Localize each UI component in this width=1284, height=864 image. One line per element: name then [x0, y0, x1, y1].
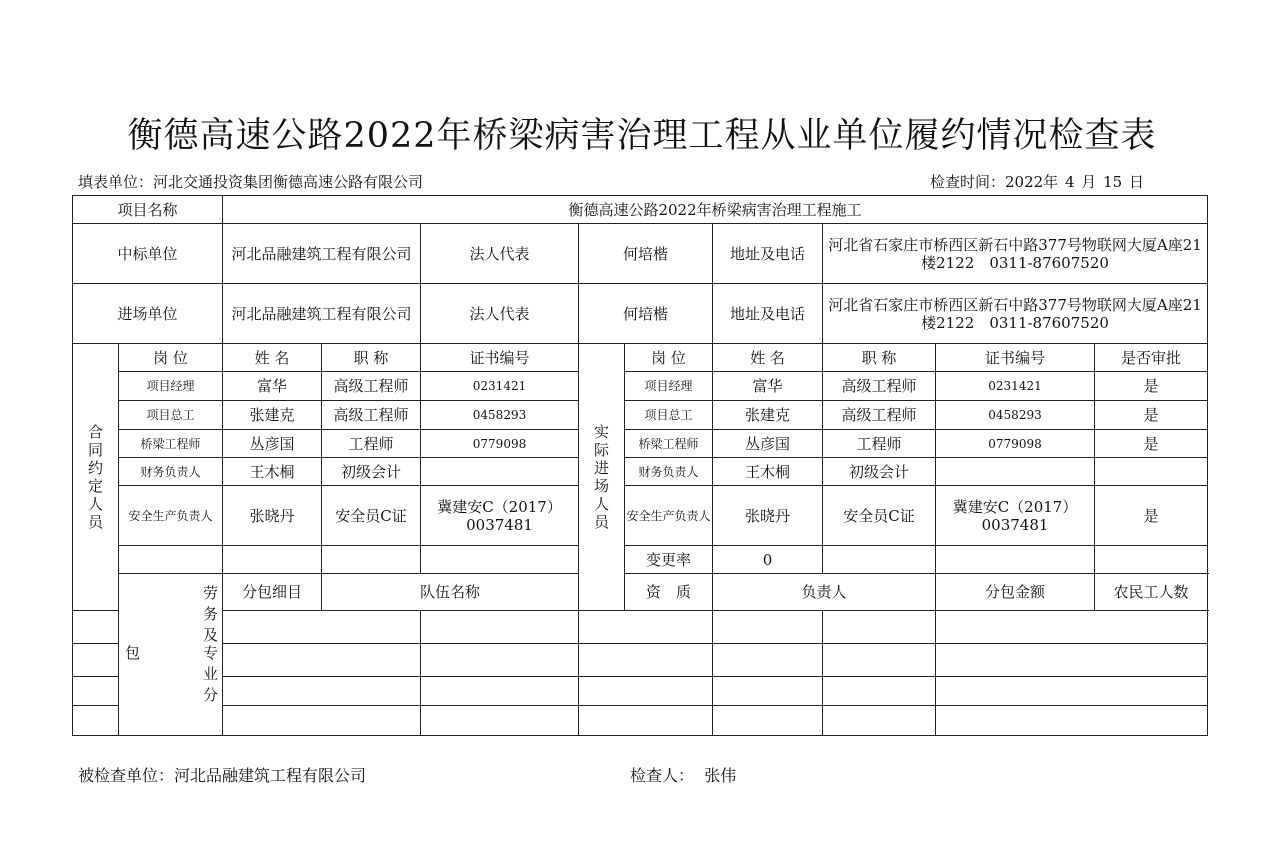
change-rate-label: 变更率: [625, 546, 713, 574]
contract-title: 安全员C证: [322, 486, 421, 546]
contract-post: 项目经理: [119, 372, 223, 401]
actual-approved: 是: [1095, 486, 1208, 546]
actual-title: 安全员C证: [823, 486, 936, 546]
actual-approved: 是: [1095, 401, 1208, 430]
inspector: [630, 763, 736, 786]
sub-cell: [579, 611, 713, 644]
entry-unit-addr: 河北省石家庄市桥西区新石中路377号物联网大厦A座21楼2122 0311-87607520: [823, 284, 1208, 344]
sub-cell: [936, 644, 1208, 677]
sub-cell: [936, 611, 1208, 644]
actual-cert: 0458293: [936, 401, 1095, 430]
empty-cell: [1095, 546, 1208, 574]
sub-cell: [421, 706, 579, 736]
actual-name: 王木桐: [713, 458, 823, 486]
actual-approved: 是: [1095, 430, 1208, 458]
sub-cell: [823, 611, 936, 644]
change-rate-value: 0: [713, 546, 823, 574]
entry-unit-addr-label: 地址及电话: [713, 284, 823, 344]
contract-name: 王木桐: [223, 458, 322, 486]
actual-name: 丛彦国: [713, 430, 823, 458]
sub-header-workers: 农民工人数: [1095, 574, 1208, 611]
header-title: 职 称: [322, 344, 421, 372]
check-time-day-unit: 日: [1128, 173, 1144, 191]
inspection-table: [72, 195, 1208, 736]
sub-cell: [713, 706, 823, 736]
bid-unit-label: 中标单位: [73, 224, 223, 284]
sub-cell: [223, 706, 421, 736]
sub-cell: [73, 706, 119, 736]
actual-title: 工程师: [823, 430, 936, 458]
bid-unit-addr-label: 地址及电话: [713, 224, 823, 284]
contract-name: 丛彦国: [223, 430, 322, 458]
sub-cell: [421, 677, 579, 706]
empty-cell: [823, 546, 936, 574]
sub-header-amount: 分包金额: [936, 574, 1095, 611]
check-time: [930, 171, 1146, 192]
fill-unit: 填表单位：河北交通投资集团衡德高速公路有限公司: [78, 173, 424, 191]
contract-title: 高级工程师: [322, 401, 421, 430]
actual-cert: 0779098: [936, 430, 1095, 458]
bid-unit-addr: 河北省石家庄市桥西区新石中路377号物联网大厦A座21楼2122 0311-87607520: [823, 224, 1208, 284]
sub-cell: [223, 611, 421, 644]
actual-cert: [936, 458, 1095, 486]
sub-header-item: 分包细目: [223, 574, 322, 611]
actual-post: 项目总工: [625, 401, 713, 430]
check-time-month-unit: 月: [1081, 173, 1097, 191]
page-title: 衡德高速公路2022年桥梁病害治理工程从业单位履约情况检查表: [127, 116, 1157, 156]
header-name: 姓 名: [223, 344, 322, 372]
sub-cell: [713, 677, 823, 706]
actual-post: 项目经理: [625, 372, 713, 401]
contract-title: 高级工程师: [322, 372, 421, 401]
check-time-day: 15: [1103, 173, 1123, 191]
bid-unit-legal-name: 何培楷: [579, 224, 713, 284]
sub-cell: [421, 644, 579, 677]
contract-name: 张晓丹: [223, 486, 322, 546]
sub-cell: [73, 677, 119, 706]
contract-post: 财务负责人: [119, 458, 223, 486]
contract-cert: 0779098: [421, 430, 579, 458]
sub-cell: [223, 644, 421, 677]
header-cert-actual: 证书编号: [936, 344, 1095, 372]
bid-unit-company: 河北品融建筑工程有限公司: [223, 224, 421, 284]
sub-header-team: 队伍名称: [322, 574, 579, 611]
empty-cell: [936, 546, 1095, 574]
actual-post: 安全生产负责人: [625, 486, 713, 546]
sub-header-leader: 负责人: [713, 574, 936, 611]
entry-unit-company: 河北品融建筑工程有限公司: [223, 284, 421, 344]
actual-cert: 0231421: [936, 372, 1095, 401]
actual-approved: 是: [1095, 372, 1208, 401]
empty-cell: [421, 546, 579, 574]
sub-header-qualification: 资 质: [625, 574, 713, 611]
contract-post: 项目总工: [119, 401, 223, 430]
actual-title: 初级会计: [823, 458, 936, 486]
project-value: 衡德高速公路2022年桥梁病害治理工程施工: [223, 196, 1208, 224]
actual-name: 张晓丹: [713, 486, 823, 546]
inspector-name: 张伟: [704, 766, 737, 785]
contract-name: 张建克: [223, 401, 322, 430]
entry-unit-label: 进场单位: [73, 284, 223, 344]
check-time-month: 4: [1064, 173, 1075, 191]
header-post: 岗 位: [119, 344, 223, 372]
bid-unit-legal-label: 法人代表: [421, 224, 579, 284]
header-post-actual: 岗 位: [625, 344, 713, 372]
sub-cell: [936, 677, 1208, 706]
sub-cell: [936, 706, 1208, 736]
actual-staff-label: 实 际 进 场 人 员: [579, 344, 625, 611]
contract-staff-label: 合 同 约 定 人 员: [73, 344, 119, 611]
sub-cell: [73, 644, 119, 677]
sub-cell: [421, 611, 579, 644]
empty-cell: [322, 546, 421, 574]
actual-cert: 冀建安C（2017）0037481: [936, 486, 1095, 546]
entry-unit-legal-label: 法人代表: [421, 284, 579, 344]
actual-title: 高级工程师: [823, 401, 936, 430]
sub-cell: [823, 706, 936, 736]
contract-post: 安全生产负责人: [119, 486, 223, 546]
sub-cell: [73, 611, 119, 644]
contract-title: 工程师: [322, 430, 421, 458]
header-cert: 证书编号: [421, 344, 579, 372]
header-name-actual: 姓 名: [713, 344, 823, 372]
contract-cert: 0231421: [421, 372, 579, 401]
actual-post: 财务负责人: [625, 458, 713, 486]
sub-cell: [223, 677, 421, 706]
contract-post: 桥梁工程师: [119, 430, 223, 458]
contract-cert: 冀建安C（2017）0037481: [421, 486, 579, 546]
sub-cell: [713, 611, 823, 644]
actual-title: 高级工程师: [823, 372, 936, 401]
sub-cell: [579, 706, 713, 736]
sub-cell: [579, 677, 713, 706]
contract-title: 初级会计: [322, 458, 421, 486]
project-label: 项目名称: [73, 196, 223, 224]
actual-name: 张建克: [713, 401, 823, 430]
contract-cert: [421, 458, 579, 486]
contract-name: 富华: [223, 372, 322, 401]
contract-cert: 0458293: [421, 401, 579, 430]
actual-post: 桥梁工程师: [625, 430, 713, 458]
inspector-label: 检查人：: [630, 766, 695, 785]
empty-cell: [119, 546, 223, 574]
check-time-label: 检查时间：2022年: [930, 173, 1059, 191]
inspected-unit: 被检查单位：河北品融建筑工程有限公司: [78, 766, 367, 785]
sub-cell: [823, 644, 936, 677]
sub-cell: [823, 677, 936, 706]
sub-cell: [713, 644, 823, 677]
actual-name: 富华: [713, 372, 823, 401]
entry-unit-legal-name: 何培楷: [579, 284, 713, 344]
header-approved: 是否审批: [1095, 344, 1208, 372]
actual-approved: [1095, 458, 1208, 486]
subcontract-label: 劳 务 及 包 专 业 分: [119, 574, 223, 736]
sub-cell: [579, 644, 713, 677]
empty-cell: [223, 546, 322, 574]
header-title-actual: 职 称: [823, 344, 936, 372]
